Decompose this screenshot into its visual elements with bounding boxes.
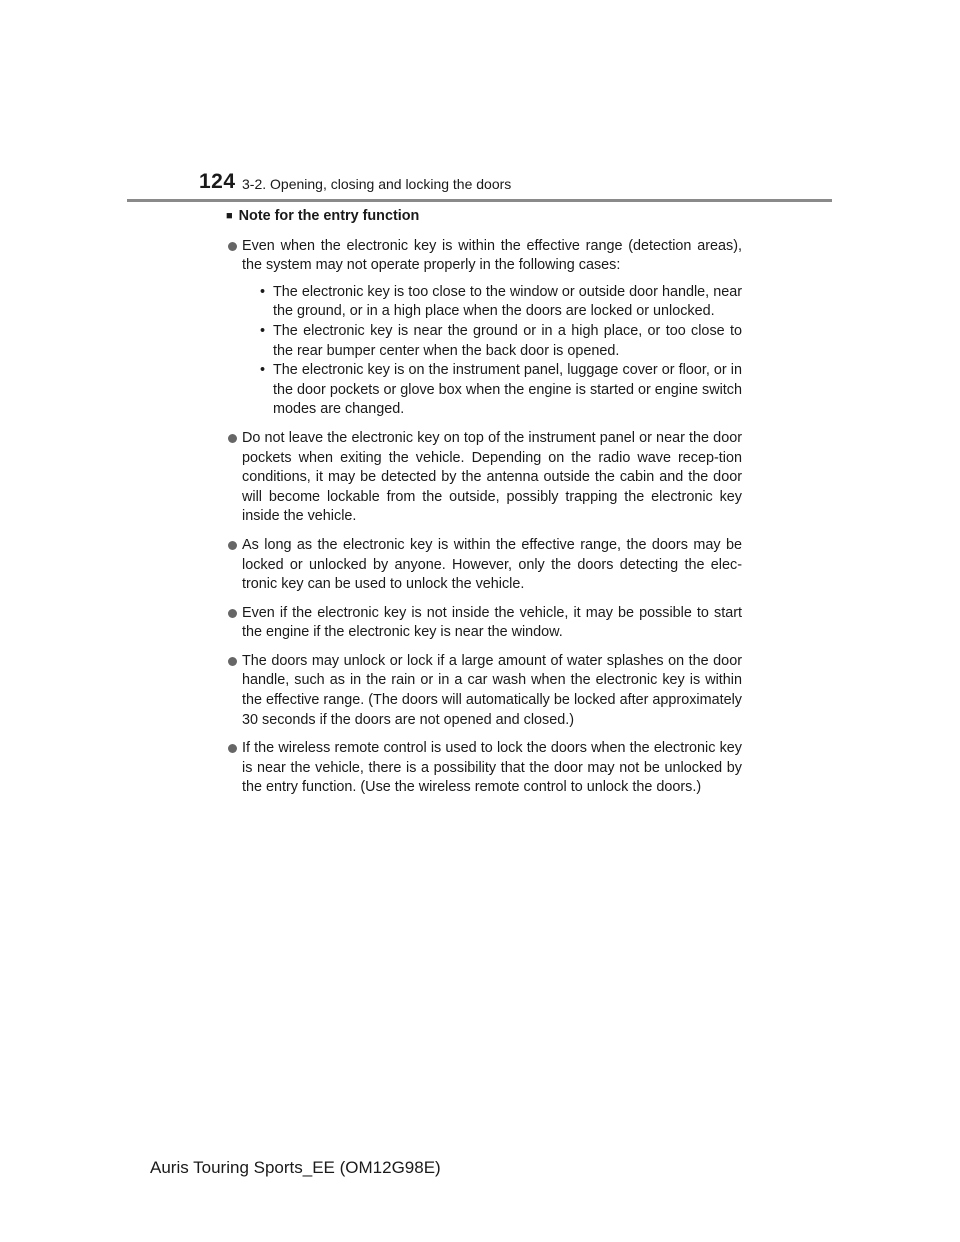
dot-bullet-icon: • [260,283,266,300]
list-item [226,536,742,595]
round-bullet-icon [228,541,237,550]
dot-bullet-icon: • [260,322,266,339]
sub-list-item-text: The electronic key is on the instrument panel, luggage cover or floor, or in the door pockets or glove box when the engine is started or engine switch modes are changed. [273,362,742,418]
round-bullet-icon [228,242,237,251]
sub-list-item-text: The electronic key is too close to the window or outside door handle, near the ground, or in a high place when the doors are locked or unlocked. [273,283,742,320]
list-item-text: If the wireless remote control is used to lock the doors when the electronic key is near the vehicle, there is a possibility that the door may not be unlocked by the entry function. (Use the wireless remote control to unlock the doors.) [242,740,742,796]
list-item [226,604,742,643]
square-bullet-icon: ■ [226,210,233,222]
sub-list-item [258,322,742,361]
list-item-text: Do not leave the electronic key on top of the instrument panel or near the door pockets when exiting the vehicle. Depending on the radio wave recep-tion conditions, it may be detected by the antenna outside the cabin and the door will become lockable from the outside, possibly trapping the electronic key inside the vehicle. [242,429,742,525]
round-bullet-icon [228,434,237,443]
list-item-text: As long as the electronic key is within the effective range, the doors may be locked or unlocked by anyone. However, only the doors detecting the elec-tronic key can be used to unlock the vehicle. [242,536,742,593]
round-bullet-icon [228,657,237,666]
section-title: 3-2. Opening, closing and locking the doors [242,176,512,192]
round-bullet-icon [228,609,237,618]
sub-list-item [258,361,742,420]
list-item-text: Even when the electronic key is within the effective range (detection areas), the system may not operate properly in the following cases: [242,237,742,274]
page-content [226,207,742,798]
sub-list-item-text: The electronic key is near the ground or in a high place, or too close to the rear bumper center when the back door is opened. [273,322,742,359]
footer-model-label: Auris Touring Sports_EE (OM12G98E) [150,1158,441,1177]
list-item-text: Even if the electronic key is not inside the vehicle, it may be possible to start the engine if the electronic key is near the window. [242,604,742,641]
sub-list-item [258,283,742,322]
dot-bullet-icon: • [260,362,266,379]
list-item [226,429,742,527]
section-heading-text: Note for the entry function [238,208,420,224]
list-item [226,237,742,420]
header-divider [127,199,832,202]
section-heading [226,207,742,228]
page-number: 124 [199,170,236,193]
round-bullet-icon [228,744,237,753]
list-item [226,739,742,798]
sub-list [242,283,742,420]
list-item [226,652,742,730]
list-item-text: The doors may unlock or lock if a large amount of water splashes on the door handle, such as in the rain or in a car wash when the electronic key is within the effective range. (The doors will automatically be locked after approximately 30 seconds if the doors are not opened and closed.) [242,652,742,728]
